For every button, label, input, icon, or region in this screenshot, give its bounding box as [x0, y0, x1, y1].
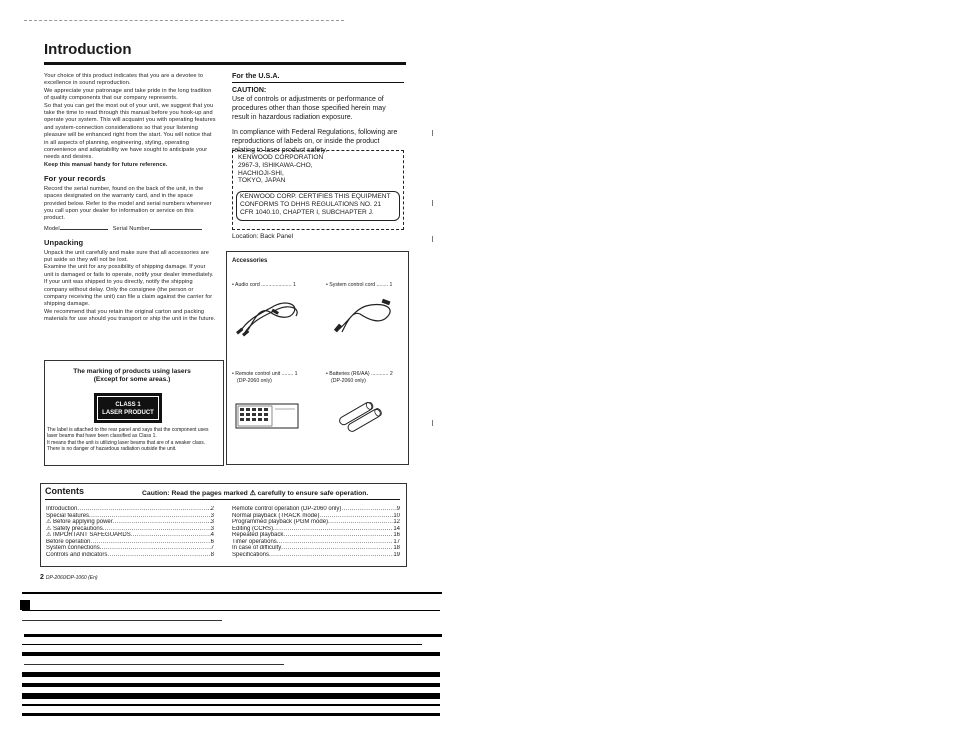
model-field[interactable]	[60, 223, 108, 230]
label-location: Location: Back Panel	[232, 233, 294, 240]
records-heading: For your records	[44, 174, 106, 184]
page-number: 2	[40, 574, 44, 581]
serial-field[interactable]	[150, 223, 202, 230]
edge-mark	[432, 420, 433, 426]
accessory-label: System control cord	[329, 282, 376, 288]
class-label-line: LASER PRODUCT	[102, 410, 154, 416]
records-text: Record the serial number, found on the back of the unit, in the spaces designated on the warranty card, and in the space provided below. Refer to the model and serial numbers whenever you call upon your dealer for information or service on this product.	[44, 185, 212, 222]
laser-heading-line: The marking of products using lasers	[73, 368, 191, 375]
contents-rule	[45, 499, 400, 500]
laser-heading-line: (Except for some areas.)	[93, 376, 171, 383]
accessory-item: • Audio cord ..................... 1	[232, 282, 296, 288]
laser-label-reproduction	[232, 150, 404, 230]
toc-page: 17	[393, 538, 400, 545]
class1-laser-label	[94, 393, 162, 423]
address-line: HACHIOJI-SHI,	[238, 169, 284, 177]
edge-mark	[432, 130, 433, 136]
remote-control-icon	[235, 403, 299, 429]
accessory-qty: 1	[292, 282, 296, 288]
toc-left	[46, 506, 214, 558]
toc-label: ⚠ IMPORTANT SAFEGUARDS	[46, 532, 131, 538]
accessories-heading: Accessories	[232, 258, 268, 264]
caution-text: Use of controls or adjustments or performance of procedures other than those specified herein may result in hazardous radiation exposure.	[232, 96, 386, 121]
model-label: Model	[44, 225, 60, 232]
audio-cord-icon	[234, 296, 306, 338]
toc-label: ⚠ Before applying power	[46, 519, 113, 525]
toc-page: 18	[393, 545, 400, 551]
class-label-line: CLASS 1	[115, 402, 141, 408]
edge-mark	[432, 236, 433, 242]
toc-entry[interactable]	[232, 552, 400, 559]
toc-page: 8	[210, 551, 214, 558]
toc-label: Editing (CCRS)	[232, 525, 274, 532]
usa-heading: For the U.S.A.	[232, 71, 280, 80]
batteries-icon	[334, 402, 386, 432]
usa-rule	[232, 82, 404, 83]
page-footer	[40, 574, 98, 581]
intro-paragraph: Your choice of this product indicates that you are a devotee to excellence in sound reproduction.	[44, 73, 204, 87]
footer-model: DP-2060/DP-1060 (En)	[45, 575, 98, 581]
toc-page: 4	[210, 532, 214, 538]
toc-label: Normal playback (TRACK mode)	[232, 512, 320, 519]
toc-label: Special features	[46, 512, 90, 519]
toc-label: System connections	[46, 545, 100, 551]
keep-handy-note: Keep this manual handy for future reference.	[44, 161, 168, 168]
unpacking-text: Unpack the unit carefully and make sure that all accessories are put aside so they will not be lost.	[44, 249, 209, 263]
toc-right	[232, 506, 400, 558]
cert-line: KENWOOD CORP. CERTIFIES THIS EQUIPMENT	[240, 193, 391, 200]
laser-description	[47, 427, 219, 453]
records-fields	[44, 223, 216, 233]
toc-label: Specifications	[232, 551, 270, 558]
toc-page: 16	[393, 532, 400, 538]
system-control-cord-icon	[330, 296, 402, 338]
toc-page: 9	[396, 506, 400, 512]
accessory-item: • Batteries (R6/AA) ............ 2	[326, 371, 393, 377]
toc-page: 6	[210, 538, 214, 545]
edge-mark	[432, 200, 433, 206]
unpacking-heading: Unpacking	[44, 238, 84, 248]
unpacking-text: We recommend that you retain the original carton and packing materials for use should you transport or ship the unit in the future.	[44, 308, 216, 323]
cert-line: CFR 1040.10, CHAPTER I, SUBCHAPTER J.	[240, 208, 374, 216]
page-title: Introduction	[44, 41, 132, 58]
usa-section	[232, 71, 404, 155]
accessory-item: • Remote control unit ........ 1	[232, 371, 298, 377]
contents-heading: Contents	[45, 486, 84, 496]
accessory-label: Remote control unit	[235, 371, 281, 377]
toc-label: In case of difficulty	[232, 545, 282, 551]
caution-heading: CAUTION:	[232, 87, 267, 94]
accessory-note: (DP-2060 only)	[237, 378, 272, 384]
toc-label: Before operation	[46, 538, 91, 545]
toc-label: ⚠ Safety precautions	[46, 525, 103, 532]
accessory-qty: 1	[294, 371, 298, 377]
intro-paragraph: So that you can get the most out of your unit, we suggest that you take the time to read through this manual before you hook-up and operate your system. This will acquaint you with operating features and system-connection considerations so that your listening pleasure will be enhanced right from the start. You will notice that in all aspects of planning, engineering, styling, operating convenience and adaptability we have sought to anticipate your needs and desires.	[44, 102, 216, 161]
laser-text: The label is attached to the rear panel and says that the component uses laser beams that have been classified as Class 1.	[47, 427, 209, 440]
toc-page: 2	[210, 506, 214, 512]
address-line: TOKYO, JAPAN	[238, 177, 286, 185]
address-line: KENWOOD CORPORATION	[238, 154, 324, 161]
accessory-note: (DP-2060 only)	[331, 378, 366, 384]
accessory-label: Batteries (R6/AA)	[329, 371, 370, 377]
laser-text: It means that the unit is utilizing laser beams that are of a weaker class. There is no danger of hazardous radiation outside the unit.	[47, 439, 206, 453]
toc-page: 14	[393, 525, 400, 532]
compliance-text: In compliance with Federal Regulations, following are reproductions of labels on, or inside the product relating to laser product safety.	[232, 129, 398, 154]
accessory-qty: 1	[389, 282, 393, 288]
toc-label: Controls and indicators	[46, 551, 108, 558]
toc-label: Repeated playback	[232, 532, 284, 538]
laser-heading	[62, 368, 202, 384]
serial-label: Serial Number	[112, 225, 150, 232]
accessory-qty: 2	[389, 371, 393, 377]
toc-entry[interactable]	[46, 552, 214, 559]
address-line: 2967-3, ISHIKAWA-CHO,	[238, 161, 313, 169]
title-rule	[44, 62, 406, 65]
toc-page: 3	[210, 519, 214, 525]
toc-page: 7	[210, 545, 214, 551]
toc-page: 3	[210, 525, 214, 532]
toc-label: Remote control operation (DP-2060 only)	[232, 506, 342, 512]
intro-paragraph: We appreciate your patronage and take pride in the long tradition of quality components that our company represents.	[44, 87, 212, 102]
certification-label	[236, 191, 400, 221]
unpacking-text: Examine the unit for any possibility of shipping damage. If your unit is damaged or fails to operate, notify your dealer immediately. If your unit was shipped to you directly, notify the shipping company without delay. Only the consignee (the person or company receiving the unit) can file a claim against the carrier for shipping damage.	[44, 264, 214, 308]
toc-label: Introduction	[46, 506, 78, 512]
toc-page: 3	[210, 512, 214, 519]
toc-page: 10	[393, 512, 400, 519]
intro-column	[44, 73, 216, 324]
toc-label: Timer operations	[232, 538, 277, 545]
accessory-item: • System control cord ........ 1	[326, 282, 393, 288]
manufacturer-address	[238, 154, 323, 185]
toc-label: Programmed playback (PGM mode)	[232, 519, 329, 525]
accessory-label: Audio cord	[234, 282, 260, 288]
toc-page: 19	[393, 551, 400, 558]
contents-caution: Caution: Read the pages marked ⚠ carefully to ensure safe operation.	[142, 490, 369, 497]
top-dashed-edge	[24, 20, 344, 21]
cert-line: CONFORMS TO DHHS REGULATIONS NO. 21	[240, 200, 382, 208]
toc-page: 12	[393, 519, 400, 525]
